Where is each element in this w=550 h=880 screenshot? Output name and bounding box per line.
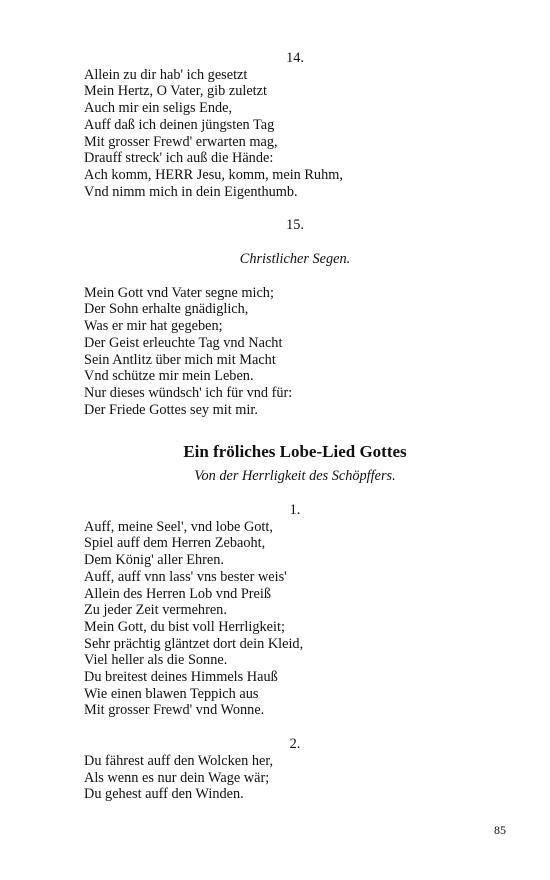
stanza-number-2: 2.	[289, 736, 301, 753]
verse-line: Mit grosser Frewd' erwarten mag,	[84, 133, 278, 150]
verse-line: Mit grosser Frewd' vnd Wonne.	[84, 702, 265, 719]
verse-line: Mein Gott, du bist voll Herrligkeit;	[84, 618, 285, 635]
verse-line: Auff daß ich deinen jüngsten Tag	[84, 116, 275, 133]
stanza-14	[84, 67, 506, 201]
spacer	[84, 268, 506, 285]
verse-line: Dem König' aller Ehren.	[84, 552, 224, 569]
hymn-title: Ein fröliches Lobe-Lied Gottes	[183, 442, 407, 462]
verse-line: Du gehest auff den Winden.	[84, 786, 244, 803]
spacer	[84, 234, 506, 251]
verse-line: Du fährest auff den Wolcken her,	[84, 752, 274, 769]
verse-line: Auch mir ein seligs Ende,	[84, 100, 233, 117]
spacer	[84, 719, 506, 736]
verse-line: Du breitest deines Himmels Hauß	[84, 669, 278, 686]
spacer	[84, 200, 506, 217]
verse-line: Vnd schütze mir mein Leben.	[84, 368, 254, 385]
verse-line: Ach komm, HERR Jesu, komm, mein Ruhm,	[84, 166, 343, 183]
verse-line: Drauff streck' ich auß die Hände:	[84, 150, 274, 167]
verse-line: Wie einen blawen Teppich aus	[84, 685, 259, 702]
stanza-15	[84, 285, 506, 419]
stanza-number-1: 1.	[289, 502, 301, 518]
verse-line: Der Sohn erhalte gnädiglich,	[84, 301, 249, 318]
hymn-subtitle: Von der Herrligkeit des Schöpffers.	[194, 468, 396, 485]
verse-line: Auff, meine Seel', vnd lobe Gott,	[84, 518, 273, 535]
stanza-1	[84, 519, 506, 719]
page-content	[84, 50, 506, 803]
verse-line: Was er mir hat gegeben;	[84, 318, 223, 335]
page-number: 85	[494, 823, 506, 837]
verse-line: Mein Hertz, O Vater, gib zuletzt	[84, 83, 267, 100]
verse-line: Viel heller als die Sonne.	[84, 652, 228, 669]
stanza-number-14: 14.	[286, 50, 304, 66]
verse-line: Spiel auff dem Herren Zebaoht,	[84, 535, 266, 552]
verse-line: Allein des Herren Lob vnd Preiß	[84, 585, 272, 602]
verse-line: Zu jeder Zeit vermehren.	[84, 602, 227, 619]
verse-line: Auff, auff vnn lass' vns bester weis'	[84, 568, 287, 585]
spacer	[84, 485, 506, 502]
verse-line: Nur dieses wündsch' ich für vnd für:	[84, 384, 293, 401]
verse-line: Allein zu dir hab' ich gesetzt	[84, 66, 248, 83]
stanza-2	[84, 753, 506, 803]
stanza-number-15: 15.	[286, 217, 304, 234]
verse-line: Sehr prächtig gläntzet dort dein Kleid,	[84, 635, 304, 652]
verse-line: Der Friede Gottes sey mit mir.	[84, 401, 258, 418]
verse-line: Als wenn es nur dein Wage wär;	[84, 769, 270, 786]
verse-line: Der Geist erleuchte Tag vnd Nacht	[84, 334, 283, 351]
verse-line: Vnd nimm mich in dein Eigenthumb.	[84, 183, 298, 200]
stanza-subtitle: Christlicher Segen.	[239, 251, 351, 267]
verse-line: Mein Gott vnd Vater segne mich;	[84, 284, 274, 301]
spacer	[84, 418, 506, 442]
verse-line: Sein Antlitz über mich mit Macht	[84, 351, 276, 368]
